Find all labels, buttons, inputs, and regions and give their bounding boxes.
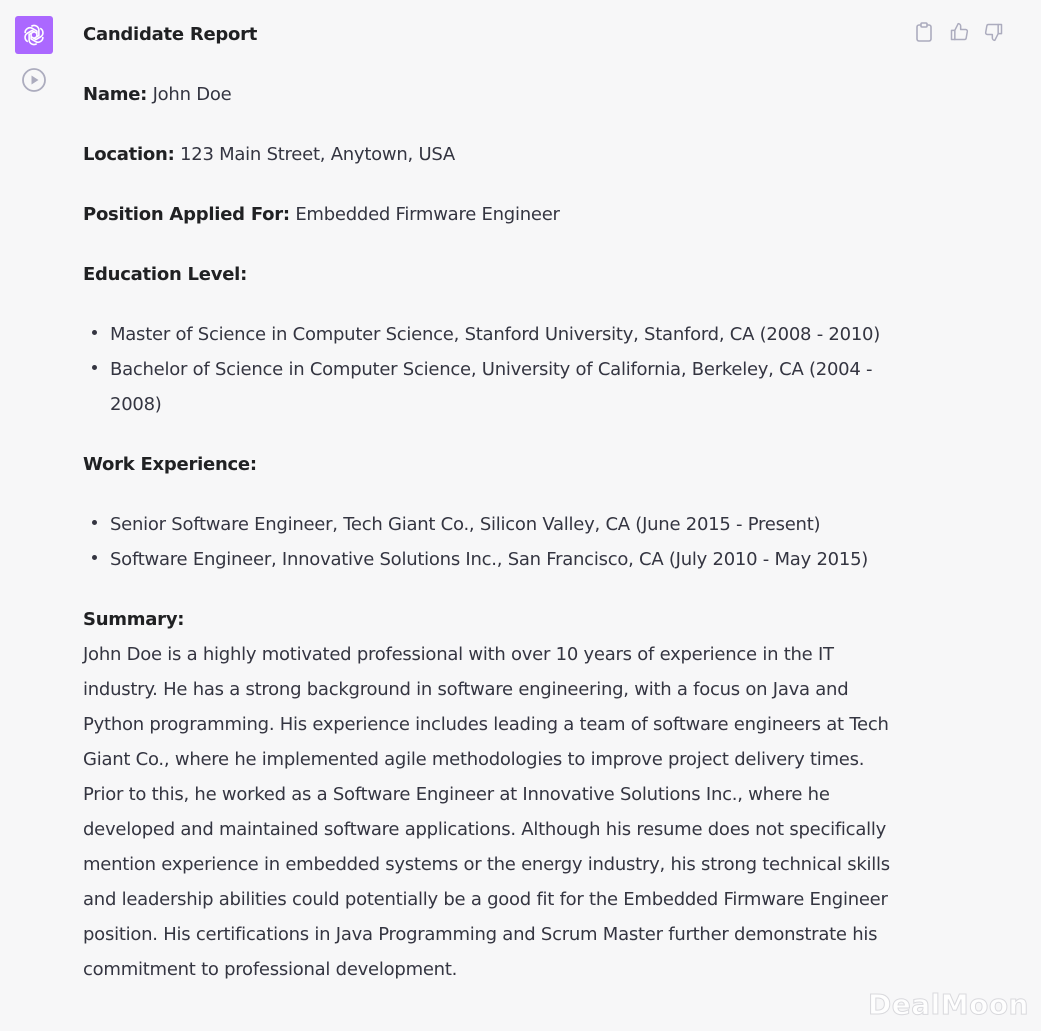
message-actions xyxy=(912,20,1006,44)
thumbs-down-icon xyxy=(984,22,1004,42)
play-audio-button[interactable] xyxy=(21,67,47,93)
list-item: Bachelor of Science in Computer Science, University of California, Berkeley, CA (2004 - 2008) xyxy=(110,352,895,422)
name-label: Name: xyxy=(83,84,148,105)
play-circle-icon xyxy=(21,67,47,93)
work-experience-list xyxy=(83,507,895,577)
dislike-button[interactable] xyxy=(982,20,1006,44)
education-list xyxy=(83,317,895,422)
location-label: Location: xyxy=(83,144,175,165)
thumbs-up-icon xyxy=(949,22,969,42)
summary-label: Summary: xyxy=(83,609,185,630)
list-item: Master of Science in Computer Science, Stanford University, Stanford, CA (2008 - 2010) xyxy=(110,317,895,352)
work-experience-label: Work Experience: xyxy=(83,454,257,475)
watermark: DealMoon xyxy=(868,988,1029,1021)
position-value: Embedded Firmware Engineer xyxy=(295,204,560,225)
list-item: Senior Software Engineer, Tech Giant Co., Silicon Valley, CA (June 2015 - Present) xyxy=(110,507,895,542)
like-button[interactable] xyxy=(947,20,971,44)
name-value: John Doe xyxy=(152,84,232,105)
location-field xyxy=(83,137,895,172)
openai-logo-icon xyxy=(21,22,47,48)
name-field xyxy=(83,77,895,112)
assistant-message xyxy=(83,17,895,987)
position-field xyxy=(83,197,895,232)
summary-text: John Doe is a highly motivated professional with over 10 years of experience in the IT industry. He has a strong background in software engineering, with a focus on Java and Python programming. His experience includes leading a team of software engineers at Tech Giant Co., where he implemented agile methodologies to improve project delivery times. Prior to this, he worked as a Software Engineer at Innovative Solutions Inc., where he developed and maintained software applications. Although his resume does not specifically mention experience in embedded systems or the energy industry, his strong technical skills and leadership abilities could potentially be a good fit for the Embedded Firmware Engineer position. His certifications in Java Programming and Scrum Master further demonstrate his commitment to professional development. xyxy=(83,644,890,980)
copy-button[interactable] xyxy=(912,20,936,44)
position-label: Position Applied For: xyxy=(83,204,290,225)
education-label: Education Level: xyxy=(83,264,248,285)
report-title: Candidate Report xyxy=(83,24,258,45)
assistant-avatar xyxy=(15,16,53,54)
location-value: 123 Main Street, Anytown, USA xyxy=(180,144,455,165)
list-item: Software Engineer, Innovative Solutions Inc., San Francisco, CA (July 2010 - May 2015) xyxy=(110,542,895,577)
clipboard-icon xyxy=(915,22,933,42)
